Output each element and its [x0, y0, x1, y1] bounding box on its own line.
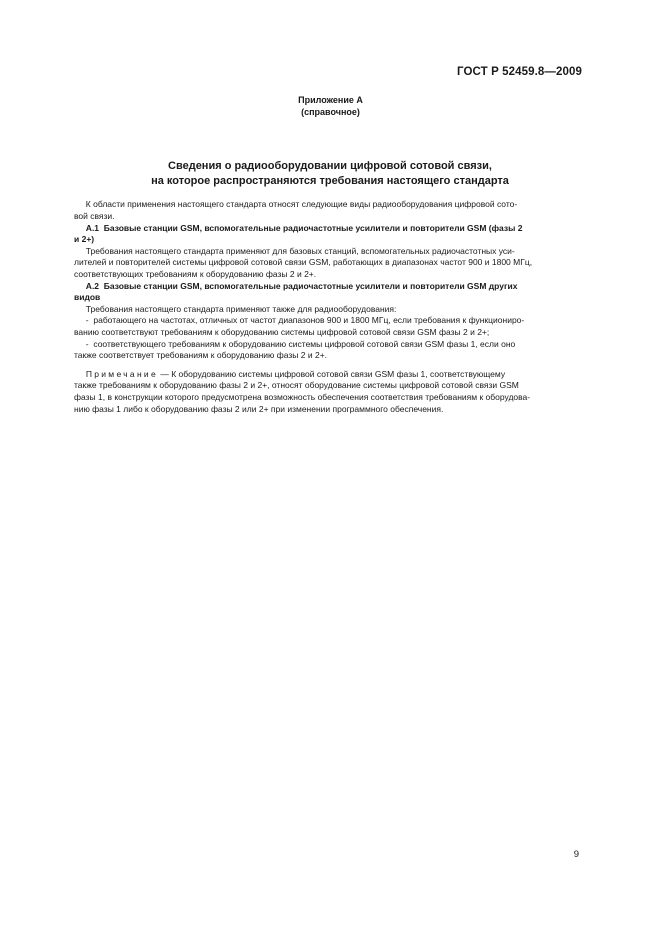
a2-text-line-2: - работающего на частотах, отличных от частот диапазонов 900 и 1800 МГц, если требования к функционирo-	[74, 315, 525, 326]
intro-line-2: вой связи.	[74, 210, 115, 221]
a2-text-line-4: - соответствующего требованиям к оборудованию системы цифровой сотовой связи GSM фазы 1, если оно	[74, 338, 516, 349]
note-line-1-text: — К оборудованию системы цифровой сотовой связи GSM фазы 1, соответствующему	[158, 368, 506, 379]
annex-title: Приложение А	[298, 95, 363, 105]
intro-paragraph	[74, 199, 580, 222]
note-line-3: фазы 1, в конструкции которого предусмотрена возможность обеспечения соответствия требованиям к оборудова-	[74, 392, 531, 402]
a1-text-line-1: Требования настоящего стандарта применяют для базовых станций, вспомогательных радиочастотных уси-	[74, 245, 515, 256]
intro-line-1: К области применения настоящего стандарта относят следующие виды радиооборудования цифровой сото-	[74, 199, 518, 209]
a2-text-line-1: Требования настоящего стандарта применяют также для радиооборудования:	[74, 303, 397, 314]
section-title-line-1: Сведения о радиооборудовании цифровой сотовой связи,	[168, 160, 492, 172]
a2-heading-line-2: видов	[74, 292, 101, 303]
a2-text-line-5: также соответствует требованиям к оборудованию фазы 2 и 2+.	[74, 350, 328, 361]
a1-heading-line-2: и 2+)	[74, 234, 95, 245]
section-title-line-2: на которое распространяются требования настоящего стандарта	[151, 175, 509, 187]
standard-designation: ГОСТ Р 52459.8—2009	[457, 66, 582, 78]
a2-heading-line-1: А.2 Базовые станции GSM, вспомогательные радиочастотные усилители и повторители GSM других	[74, 280, 518, 291]
document-body	[74, 199, 580, 415]
section-a1-text	[74, 246, 580, 281]
note-line-1	[74, 369, 580, 381]
annex-type: (справочное)	[301, 107, 360, 117]
section-a1-heading	[74, 223, 580, 246]
page-number: 9	[573, 849, 579, 860]
note-line-2: также требованиям к оборудованию фазы 2 и 2+, относят оборудование системы цифровой сотовой связи GSM	[74, 380, 519, 391]
a1-text-line-2: лителей и повторителей системы цифровой сотовой связи GSM, работающих в диапазонах частот 900 и 1800 МГц,	[74, 257, 533, 268]
a1-heading-line-1: А.1 Базовые станции GSM, вспомогательные радиочастотные усилители и повторители GSM (фазы 2	[74, 222, 523, 233]
note-paragraph	[74, 369, 580, 415]
section-a2-text	[74, 304, 580, 362]
section-a2-heading	[74, 281, 580, 304]
a1-text-line-3: соответствующих требованиям к оборудованию фазы 2 и 2+.	[74, 269, 317, 280]
a2-text-line-3: ванию соответствуют требованиям к оборудованию системы цифровой сотовой связи GSM фазы 2 и 2+;	[74, 327, 490, 338]
note-line-4: нию фазы 1 либо к оборудованию фазы 2 или 2+ при изменении программного обеспечения.	[74, 403, 444, 414]
section-title	[80, 159, 580, 189]
note-label: Примечание	[85, 368, 159, 379]
